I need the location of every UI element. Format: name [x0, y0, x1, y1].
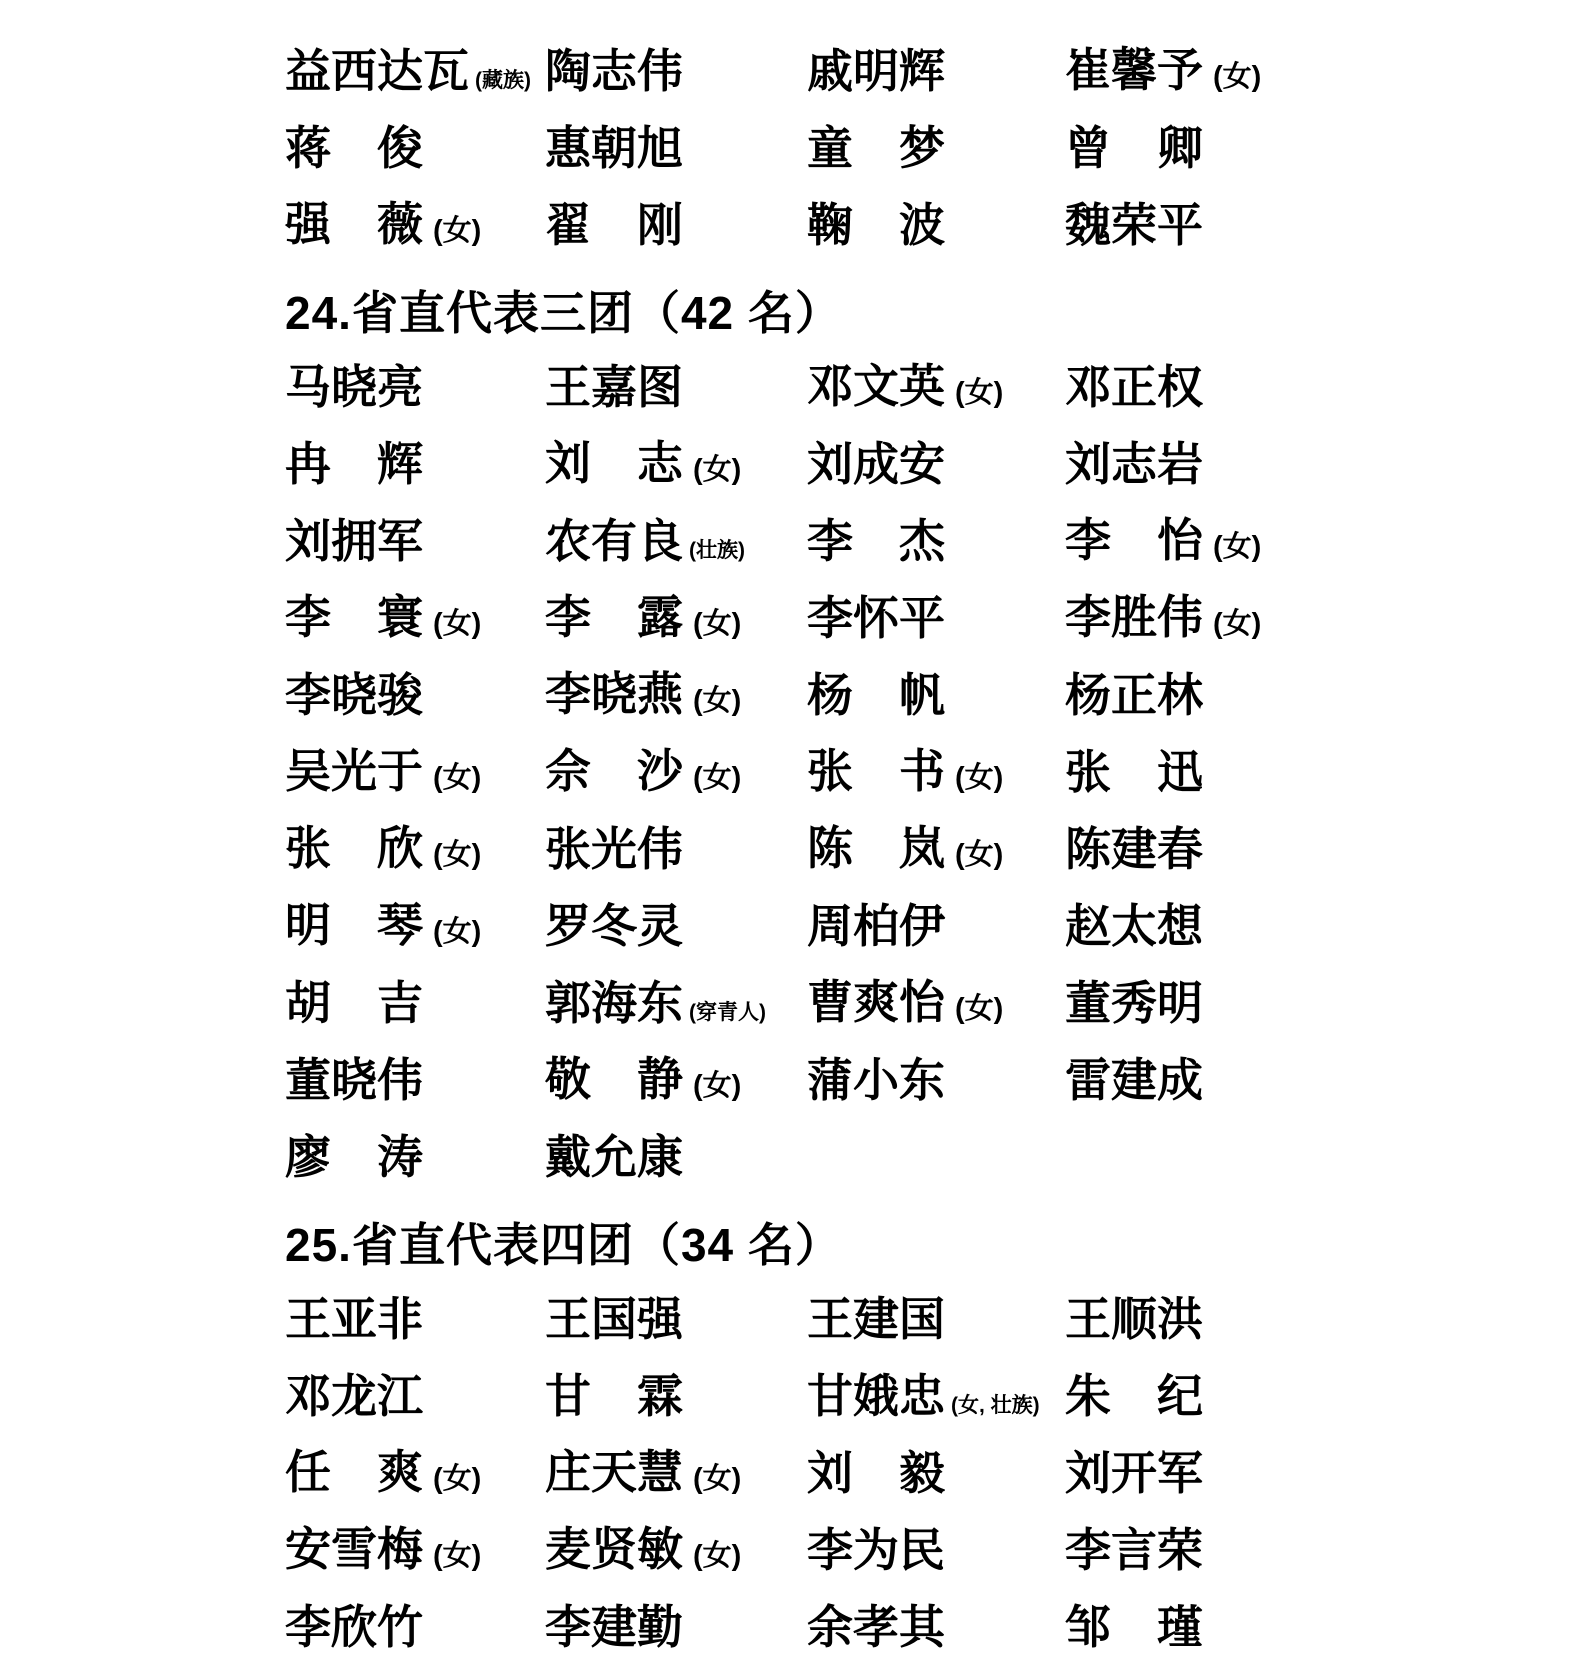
delegate-name: 廖涛	[285, 1130, 423, 1183]
delegate-name: 陈建春	[1065, 822, 1203, 875]
delegate-name: 李晓燕	[545, 667, 683, 720]
delegate-name: 董秀明	[1065, 976, 1203, 1029]
gender-ethnic-note: (女)	[433, 838, 482, 871]
delegate-cell	[545, 1369, 807, 1422]
delegate-name: 李寰	[285, 590, 423, 643]
delegate-name: 戚明辉	[807, 44, 945, 97]
delegate-name: 佘沙	[545, 744, 683, 797]
gender-ethnic-note: (女)	[433, 915, 482, 948]
delegate-cell	[285, 1053, 545, 1106]
delegate-cell	[545, 1600, 807, 1653]
delegate-cell	[807, 744, 1065, 797]
delegate-cell	[1065, 198, 1583, 251]
delegate-name: 李胜伟	[1065, 590, 1203, 643]
delegate-cell	[545, 514, 807, 567]
delegate-name: 杨正林	[1065, 668, 1203, 721]
delegate-cell	[807, 1600, 1065, 1653]
gender-ethnic-note: (女)	[693, 607, 742, 640]
delegate-name: 敬静	[545, 1052, 683, 1105]
delegate-row	[285, 348, 1583, 425]
delegate-name: 李言荣	[1065, 1523, 1203, 1576]
delegate-row	[285, 656, 1583, 733]
delegate-name: 刘志	[545, 436, 683, 489]
delegate-name: 庄天慧	[545, 1445, 683, 1498]
gender-ethnic-note: (女, 壮族)	[951, 1393, 1040, 1417]
delegate-name: 刘开军	[1065, 1446, 1203, 1499]
delegate-cell	[545, 1522, 807, 1575]
delegate-cell	[545, 590, 807, 643]
delegate-cell	[285, 590, 545, 643]
delegate-cell	[285, 1600, 545, 1653]
delegate-name: 朱纪	[1065, 1369, 1203, 1422]
delegate-cell	[545, 1130, 807, 1183]
delegate-name: 张迅	[1065, 745, 1203, 798]
delegate-row	[285, 579, 1583, 656]
gender-ethnic-note: (女)	[955, 838, 1004, 871]
delegate-name: 赵太想	[1065, 899, 1203, 952]
delegate-name: 强薇	[285, 197, 423, 250]
gender-ethnic-note: (女)	[1213, 60, 1262, 93]
delegate-row	[285, 887, 1583, 964]
delegate-name: 胡吉	[285, 976, 423, 1029]
delegate-name: 张欣	[285, 821, 423, 874]
delegate-name: 邓龙江	[285, 1369, 423, 1422]
gender-ethnic-note: (藏族)	[475, 68, 531, 92]
delegate-cell	[807, 1369, 1065, 1422]
delegate-name: 李为民	[807, 1523, 945, 1576]
delegate-name: 邹瑾	[1065, 1600, 1203, 1653]
delegate-cell	[545, 899, 807, 952]
delegate-name: 陈岚	[807, 821, 945, 874]
gender-ethnic-note: (女)	[433, 1539, 482, 1572]
gender-ethnic-note: (女)	[693, 1462, 742, 1495]
delegate-name: 魏荣平	[1065, 198, 1203, 251]
delegate-cell	[285, 514, 545, 567]
delegate-cell	[285, 197, 545, 250]
delegate-name: 董晓伟	[285, 1053, 423, 1106]
delegate-name: 张光伟	[545, 822, 683, 875]
delegate-name: 戴允康	[545, 1130, 683, 1183]
gender-ethnic-note: (女)	[693, 684, 742, 717]
delegate-cell	[285, 1369, 545, 1422]
delegate-name: 王亚非	[285, 1292, 423, 1345]
delegate-row	[285, 186, 1583, 263]
delegate-name: 农有良	[545, 514, 683, 567]
delegate-cell	[285, 668, 545, 721]
delegate-name: 郭海东	[545, 976, 683, 1029]
delegate-name: 罗冬灵	[545, 899, 683, 952]
delegate-name: 鞠波	[807, 198, 945, 251]
delegate-cell	[285, 1445, 545, 1498]
delegate-name: 甘霖	[545, 1369, 683, 1422]
delegate-cell	[1065, 1446, 1583, 1499]
delegate-cell	[807, 121, 1065, 174]
gender-ethnic-note: (女)	[1213, 607, 1262, 640]
delegate-cell	[285, 976, 545, 1029]
delegate-cell	[1065, 745, 1583, 798]
delegate-name: 陶志伟	[545, 44, 683, 97]
delegate-cell	[1065, 899, 1583, 952]
delegate-cell	[807, 975, 1065, 1028]
delegate-name: 雷建成	[1065, 1053, 1203, 1106]
delegate-cell	[285, 1522, 545, 1575]
delegate-cell	[1065, 976, 1583, 1029]
delegate-cell	[1065, 360, 1583, 413]
delegate-name: 刘毅	[807, 1446, 945, 1499]
delegate-row	[285, 502, 1583, 579]
delegate-name: 崔馨予	[1065, 43, 1203, 96]
delegate-row	[285, 1511, 1583, 1588]
delegate-name: 张书	[807, 744, 945, 797]
delegate-cell	[545, 667, 807, 720]
delegate-name: 惠朝旭	[545, 121, 683, 174]
delegate-name: 安雪梅	[285, 1522, 423, 1575]
delegate-name: 曾卿	[1065, 121, 1203, 174]
delegate-name: 李杰	[807, 514, 945, 567]
gender-ethnic-note: (女)	[955, 992, 1004, 1025]
delegate-name: 刘志岩	[1065, 437, 1203, 490]
delegate-row	[285, 1588, 1583, 1665]
delegate-name: 王国强	[545, 1292, 683, 1345]
delegate-name: 明琴	[285, 898, 423, 951]
delegate-row	[285, 1280, 1583, 1357]
delegate-cell	[285, 121, 545, 174]
delegate-name: 麦贤敏	[545, 1522, 683, 1575]
delegate-name: 蒋俊	[285, 121, 423, 174]
delegate-cell	[545, 121, 807, 174]
delegate-name: 益西达瓦	[285, 44, 469, 97]
delegate-row	[285, 109, 1583, 186]
delegate-row	[285, 810, 1583, 887]
delegate-cell	[285, 898, 545, 951]
delegate-name: 任爽	[285, 1445, 423, 1498]
delegate-cell	[1065, 1523, 1583, 1576]
delegate-row	[285, 1118, 1583, 1195]
delegate-row	[285, 425, 1583, 502]
section-heading: 25.省直代表四团（34 名）	[285, 1218, 842, 1271]
gender-ethnic-note: (女)	[433, 761, 482, 794]
delegate-name: 杨帆	[807, 668, 945, 721]
gender-ethnic-note: (女)	[693, 453, 742, 486]
delegate-cell	[285, 360, 545, 413]
delegate-row	[285, 32, 1583, 109]
delegate-cell	[545, 744, 807, 797]
delegate-cell	[1065, 1369, 1583, 1422]
delegate-cell	[807, 1292, 1065, 1345]
gender-ethnic-note: (穿青人)	[689, 1000, 766, 1024]
gender-ethnic-note: (女)	[955, 761, 1004, 794]
delegate-cell	[807, 359, 1065, 412]
delegate-name: 冉辉	[285, 437, 423, 490]
delegate-cell	[545, 1052, 807, 1105]
gender-ethnic-note: (女)	[693, 761, 742, 794]
delegate-name: 王嘉图	[545, 360, 683, 413]
delegate-name: 甘娥忠	[807, 1369, 945, 1422]
delegate-cell	[545, 44, 807, 97]
gender-ethnic-note: (女)	[1213, 530, 1262, 563]
gender-ethnic-note: (女)	[693, 1069, 742, 1102]
delegate-cell	[545, 198, 807, 251]
gender-ethnic-note: (女)	[693, 1539, 742, 1572]
delegate-cell	[1065, 590, 1583, 643]
gender-ethnic-note: (壮族)	[689, 538, 745, 562]
delegate-name: 李欣竹	[285, 1600, 423, 1653]
delegate-cell	[545, 1445, 807, 1498]
delegate-row	[285, 1357, 1583, 1434]
gender-ethnic-note: (女)	[955, 376, 1004, 409]
delegate-name: 刘成安	[807, 437, 945, 490]
delegate-cell	[1065, 822, 1583, 875]
delegate-cell	[285, 44, 545, 97]
delegate-cell	[807, 821, 1065, 874]
gender-ethnic-note: (女)	[433, 607, 482, 640]
delegate-cell	[807, 1053, 1065, 1106]
delegate-name: 马晓亮	[285, 360, 423, 413]
delegate-cell	[285, 744, 545, 797]
delegate-name: 吴光于	[285, 744, 423, 797]
delegate-cell	[545, 436, 807, 489]
delegate-name: 李建勤	[545, 1600, 683, 1653]
delegate-cell	[1065, 437, 1583, 490]
delegate-name: 童梦	[807, 121, 945, 174]
delegate-name: 刘拥军	[285, 514, 423, 567]
delegate-cell	[807, 899, 1065, 952]
delegate-name: 翟刚	[545, 198, 683, 251]
delegate-row	[285, 1041, 1583, 1118]
delegate-cell	[1065, 1053, 1583, 1106]
delegate-cell	[807, 668, 1065, 721]
delegate-cell	[807, 1523, 1065, 1576]
delegate-row	[285, 733, 1583, 810]
delegate-cell	[545, 1292, 807, 1345]
delegate-name: 余孝其	[807, 1600, 945, 1653]
delegate-cell	[807, 437, 1065, 490]
delegate-cell	[285, 437, 545, 490]
delegate-name: 曹爽怡	[807, 975, 945, 1028]
delegate-row	[285, 1434, 1583, 1511]
gender-ethnic-note: (女)	[433, 1462, 482, 1495]
delegate-cell	[807, 198, 1065, 251]
delegate-name: 王建国	[807, 1292, 945, 1345]
delegate-cell	[1065, 43, 1583, 96]
delegate-name: 李怀平	[807, 591, 945, 644]
delegate-cell	[545, 360, 807, 413]
delegate-row	[285, 964, 1583, 1041]
delegate-cell	[807, 44, 1065, 97]
delegate-cell	[285, 1292, 545, 1345]
delegate-cell	[1065, 1292, 1583, 1345]
delegate-cell	[1065, 668, 1583, 721]
delegate-cell	[807, 514, 1065, 567]
delegate-cell	[807, 1446, 1065, 1499]
delegate-cell	[285, 821, 545, 874]
delegate-name: 邓正权	[1065, 360, 1203, 413]
delegate-cell	[1065, 513, 1583, 566]
delegate-cell	[545, 976, 807, 1029]
delegate-cell	[1065, 1600, 1583, 1653]
delegate-name: 王顺洪	[1065, 1292, 1203, 1345]
delegate-name: 周柏伊	[807, 899, 945, 952]
section-heading: 24.省直代表三团（42 名）	[285, 286, 842, 339]
delegate-cell	[807, 591, 1065, 644]
gender-ethnic-note: (女)	[433, 214, 482, 247]
delegate-cell	[1065, 121, 1583, 174]
delegate-name: 李露	[545, 590, 683, 643]
delegate-name: 李晓骏	[285, 668, 423, 721]
delegate-name: 蒲小东	[807, 1053, 945, 1106]
delegate-name: 邓文英	[807, 359, 945, 412]
delegate-cell	[285, 1130, 545, 1183]
delegate-cell	[545, 822, 807, 875]
delegate-name: 李怡	[1065, 513, 1203, 566]
